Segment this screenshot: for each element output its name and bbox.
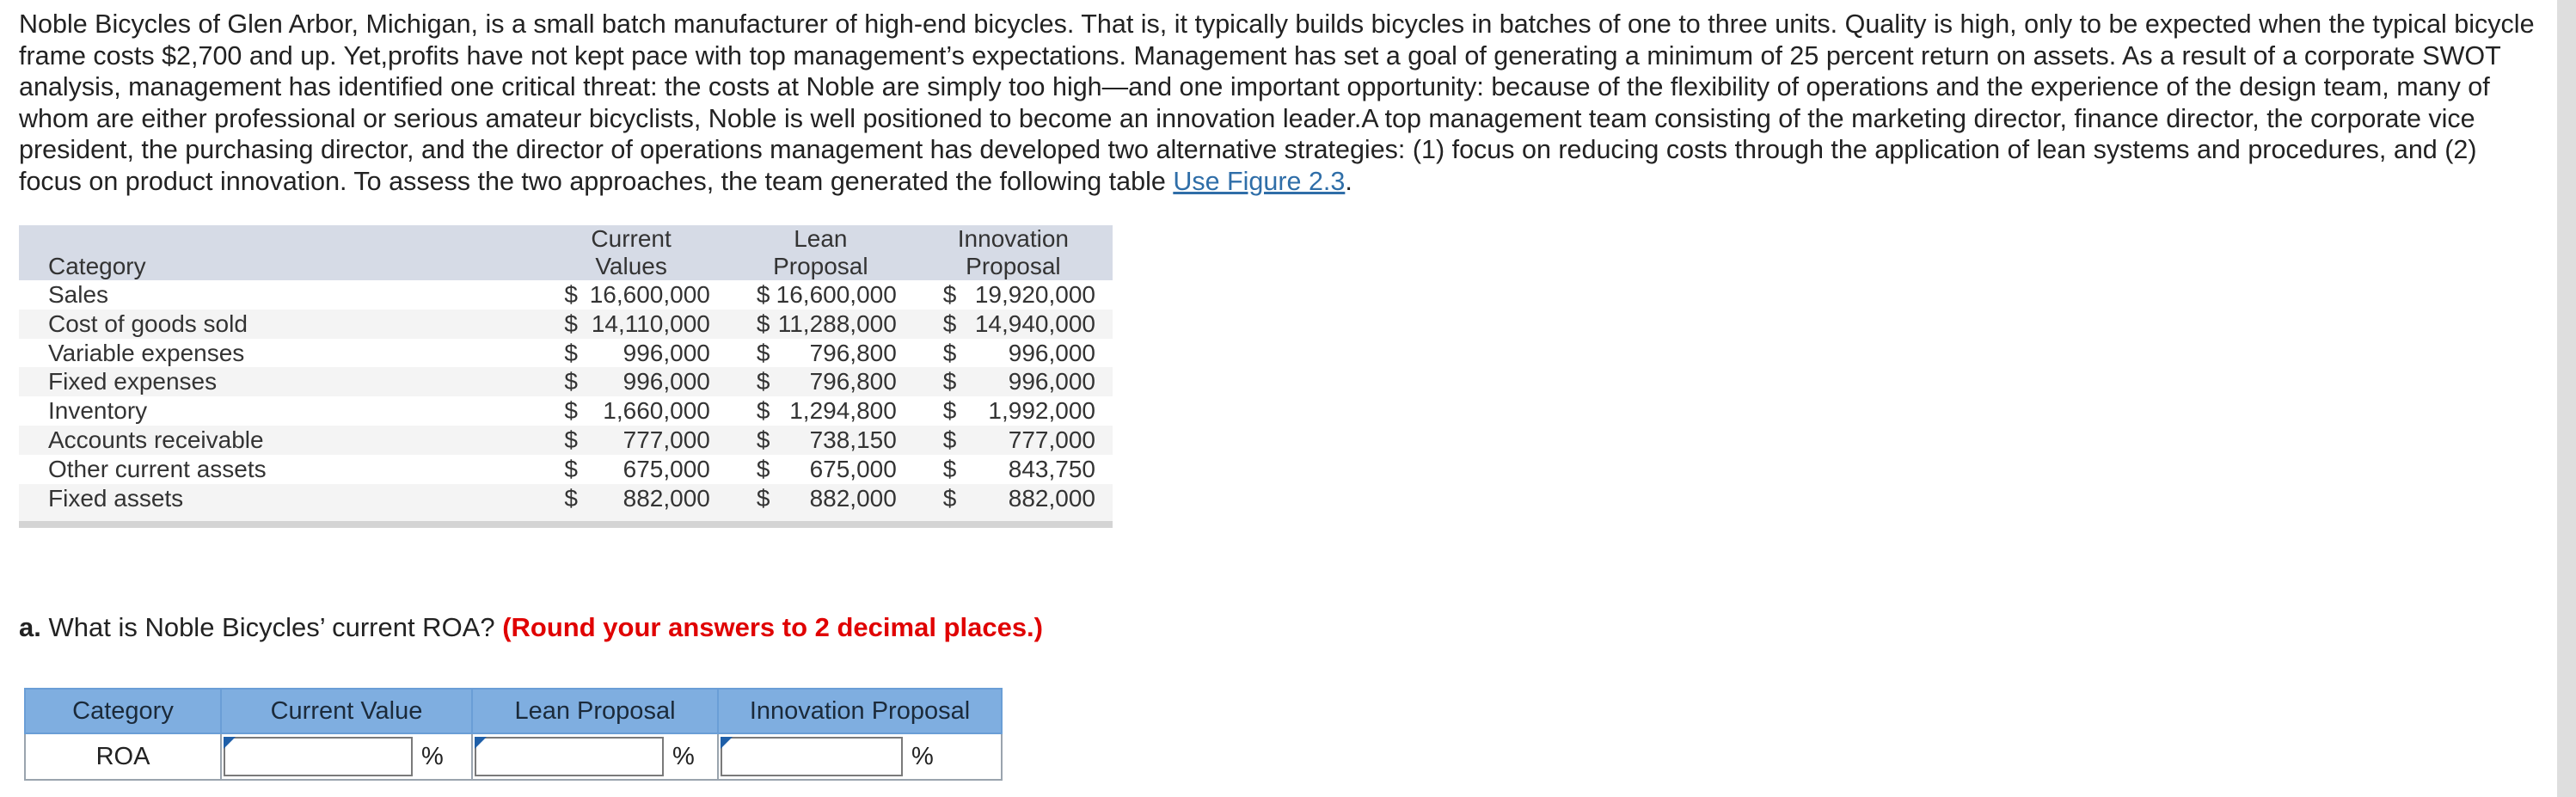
roa-label: ROA (25, 733, 221, 780)
row-category: Inventory (48, 397, 148, 425)
row-category: Fixed assets (19, 484, 535, 525)
table-row (19, 396, 1113, 426)
cell-lean: $ 675,000 (756, 455, 897, 482)
row-category: Other current assets (48, 455, 267, 482)
cell-lean: $ 738,150 (727, 426, 914, 455)
cell-current: $ 996,000 (535, 367, 727, 396)
cell-innovation: $ 777,000 (914, 426, 1113, 455)
cell-current: $ 16,600,000 (564, 281, 710, 308)
cell-innovation: $ 843,750 (942, 455, 1095, 482)
table-row (19, 280, 1113, 310)
cell-lean: $ 796,800 (727, 367, 914, 396)
cell-innovation: $ 1,992,000 (942, 397, 1095, 425)
answer-header-innovation: Innovation Proposal (718, 689, 1002, 733)
answer-header-lean: Lean Proposal (472, 689, 718, 733)
intro-tail: . (1345, 166, 1352, 196)
cell-lean: $ 1,294,800 (756, 397, 897, 425)
intro-text: Noble Bicycles of Glen Arbor, Michigan, is a small batch manufacturer of high-end bicycles. That is, it typically builds bicycles in batches of one to three units. Quality is high, only to be expected when the typical bicycle frame costs $2,700 and up. Yet,profits have not kept pace with top management’s expectations. Management has set a goal of generating a minimum of 25 percent return on assets. As a result of a corporate SWOT analysis, management has identified one critical threat: the costs at Noble are simply too high—and one important opportunity: because of the flexibility of operations and the experience of the design team, many of whom are either professional or serious amateur bicyclists, Noble is well positioned to become an innovation leader.A top management team consisting of the marketing director, finance director, the corporate vice president, the purchasing director, and the director of operations management has developed two alternative strategies: (1) focus on reducing costs through the application of lean systems and procedures, and (2) focus on product innovation. To assess the two approaches, the team generated the following table (19, 9, 2535, 196)
percent-unit: % (911, 742, 934, 770)
table-header-row (19, 225, 1113, 280)
row-category: Accounts receivable (19, 426, 535, 455)
cell-lean: $ 11,288,000 (727, 310, 914, 339)
answer-header-category: Category (25, 689, 221, 733)
problem-intro (19, 9, 2538, 197)
roa-innovation-input[interactable] (721, 737, 903, 776)
row-category: Variable expenses (48, 339, 245, 366)
table-row (19, 339, 1113, 368)
cell-current: $ 14,110,000 (535, 310, 727, 339)
question-text: What is Noble Bicycles’ current ROA? (40, 612, 503, 642)
financial-data-table (19, 225, 1113, 528)
cell-innovation: $ 996,000 (914, 367, 1113, 396)
cell-current: $ 996,000 (564, 339, 710, 366)
question-letter: a. (19, 612, 41, 642)
answer-header-current: Current Value (221, 689, 472, 733)
cell-current: $ 882,000 (535, 484, 727, 525)
cell-innovation: $ 882,000 (914, 484, 1113, 525)
cell-current: $ 1,660,000 (564, 397, 710, 425)
roa-current-input[interactable] (224, 737, 413, 776)
cell-innovation: $ 19,920,000 (942, 281, 1095, 308)
roa-answer-table (24, 688, 1003, 781)
cell-current: $ 675,000 (564, 455, 710, 482)
input-marker-icon (475, 737, 487, 749)
cell-innovation: $ 996,000 (942, 339, 1095, 366)
percent-unit: % (421, 742, 444, 770)
cell-innovation: $ 14,940,000 (914, 310, 1113, 339)
roa-lean-input[interactable] (475, 737, 664, 776)
vertical-scrollbar[interactable] (2557, 0, 2576, 797)
table-row (19, 310, 1113, 339)
table-row (19, 426, 1113, 455)
row-category: Sales (48, 281, 109, 308)
rounding-hint: (Round your answers to 2 decimal places.) (502, 612, 1043, 642)
input-marker-icon (224, 737, 236, 749)
percent-unit: % (672, 742, 695, 770)
header-category: Category (19, 225, 535, 280)
cell-lean: $ 882,000 (727, 484, 914, 525)
header-innovation: Innovation Proposal (914, 225, 1113, 280)
question-a (19, 612, 1043, 643)
cell-lean: $ 16,600,000 (756, 281, 897, 308)
cell-lean: $ 796,800 (756, 339, 897, 366)
cell-current: $ 777,000 (535, 426, 727, 455)
table-row (19, 455, 1113, 484)
table-row (19, 484, 1113, 525)
roa-row (25, 733, 1002, 780)
row-category: Fixed expenses (19, 367, 535, 396)
input-marker-icon (721, 737, 733, 749)
header-lean: Lean Proposal (727, 225, 914, 280)
row-category: Cost of goods sold (19, 310, 535, 339)
header-current: Current Values (535, 225, 727, 280)
table-row (19, 367, 1113, 396)
figure-link[interactable]: Use Figure 2.3 (1173, 166, 1346, 196)
